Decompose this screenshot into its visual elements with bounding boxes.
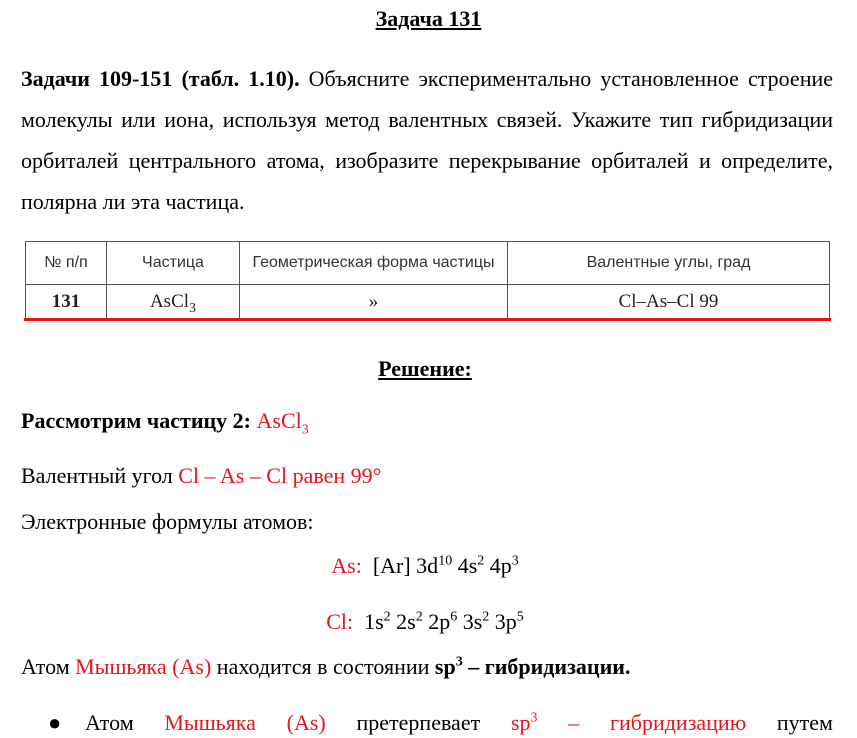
task-table [25,241,830,320]
red-underline [24,318,831,321]
table-row [26,285,830,320]
cl-term-1: 1s [364,609,384,634]
as-core: [Ar] 3d [372,553,439,578]
consider-formula-text: AsCl [256,408,302,433]
bullet-word-5 [511,708,538,738]
as-sup-2: 2 [477,553,485,569]
cl-sup-3: 6 [450,609,458,625]
task-text: Объясните экспериментально установленное строение молекулы или иона, используя метод валентных связей. Укажите тип гибридизации орбиталей центрального атома, изобразите перекрывание орбиталей и определите, полярна ли эта частица. [21,66,834,214]
bullet-word-8: путем [776,710,833,735]
state-atom: Мышьяка (As) [75,654,212,679]
consider-formula-sub: 3 [301,422,309,438]
particle-formula: AsCl [149,291,190,312]
bullet-word-2: Мышьяка [164,710,256,735]
bullet-word-5-sup: 3 [530,710,538,726]
cl-electron-formula [0,607,850,637]
bullet-dot-icon: ● [48,710,62,735]
angle-value: Cl – As – Cl равен 99° [178,463,382,488]
cl-sup-2: 2 [415,609,423,625]
table-cell-particle [107,285,240,320]
bullet-word-1: Атом [85,710,134,735]
as-label: As: [331,553,362,578]
cl-sup-1: 2 [383,609,391,625]
consider-formula [256,408,309,438]
as-electron-formula [0,551,850,581]
cl-term-3: 2p [422,609,451,634]
bullet-word-4: претерпевает [356,710,481,735]
state-prefix: Атом [21,654,76,679]
state-suffix: – гибридизации. [462,654,631,679]
task-lead: Задачи 109-151 (табл. 1.10). [21,66,300,91]
bullet-word-5-text: sp [510,710,531,735]
consider-prefix: Рассмотрим частицу 2: [21,408,252,433]
task-title: Задача 131 [375,6,482,31]
solution-title: Решение: [378,356,472,381]
as-sup-1: 10 [438,553,453,569]
state-hyb-sup: 3 [455,654,463,670]
cl-term-2: 2s [390,609,416,634]
bullet-word-6: – [568,710,580,735]
cl-label: Cl: [326,609,354,634]
state-hybridization [435,654,631,679]
state-middle: находится в состоянии [211,654,435,679]
task-statement [21,58,833,222]
table-header-angles: Валентные углы, град [508,242,830,285]
angle-line [21,461,381,491]
cl-term-5: 3p [489,609,517,634]
cl-sup-4: 2 [482,609,490,625]
table-header-shape: Геометрическая форма частицы [240,242,508,285]
table-header-row [26,242,830,285]
as-term-2: 4s [452,553,478,578]
bullet-line [50,708,835,738]
bullet-word-3: (As) [286,710,326,735]
table-cell-num: 131 [26,285,107,320]
particle-subscript: 3 [189,300,197,316]
table-header-particle: Частица [107,242,240,285]
cl-term-4: 3s [457,609,483,634]
table-cell-angles: Cl–As–Cl 99 [508,285,830,320]
cl-sup-5: 5 [516,609,524,625]
state-hyb-text: sp [434,654,456,679]
table-cell-shape: » [240,285,508,320]
bullet-text [85,708,833,738]
electron-header: Электронные формулы атомов: [21,509,314,534]
as-sup-3: 3 [511,553,519,569]
bullet-word-7: гибридизацию [609,710,747,735]
as-term-3: 4p [484,553,512,578]
hybridization-state-line [21,652,630,682]
consider-line [21,406,309,436]
table-header-num: № п/п [26,242,107,285]
angle-prefix: Валентный угол [21,463,179,488]
